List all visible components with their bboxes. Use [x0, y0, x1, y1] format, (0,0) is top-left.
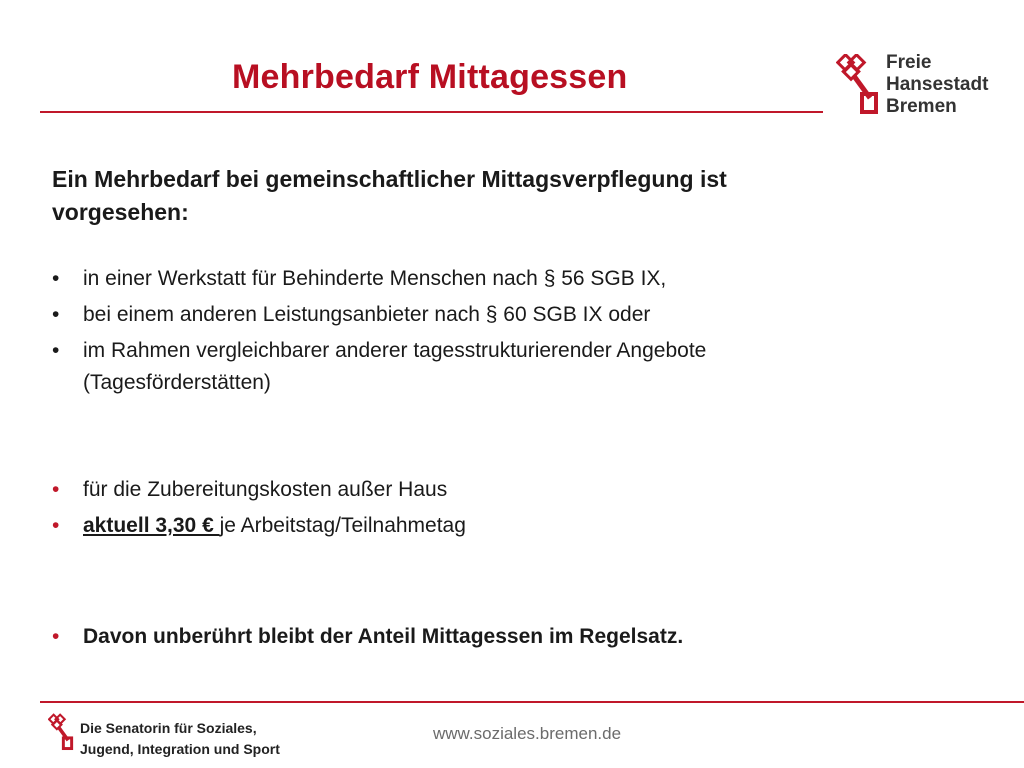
- footer-divider: [40, 701, 1024, 703]
- list-item-text: im Rahmen vergleichbarer anderer tagesstrukturierender Angebote: [83, 339, 707, 362]
- title-divider: [40, 111, 823, 113]
- footer-organization: [80, 718, 280, 760]
- bullet-icon: •: [52, 303, 60, 326]
- logo-line: Freie: [886, 52, 932, 73]
- list-item-text-continued: (Tagesförderstätten): [83, 371, 271, 394]
- rate-unit: je Arbeitstag/Teilnahmetag: [219, 514, 466, 537]
- bremen-key-icon: [836, 54, 880, 114]
- list-item-text: Davon unberührt bleibt der Anteil Mittagessen im Regelsatz.: [83, 625, 684, 648]
- list-item-text: bei einem anderen Leistungsanbieter nach § 60 SGB IX oder: [83, 303, 651, 326]
- bullet-list-note: [52, 621, 683, 653]
- bullet-icon: •: [52, 514, 60, 537]
- footer-website: www.soziales.bremen.de: [433, 724, 622, 743]
- bullet-icon: •: [52, 625, 60, 648]
- logo-wordmark: [886, 52, 988, 118]
- list-item: [52, 474, 466, 506]
- logo-line: Hansestadt: [886, 74, 989, 95]
- bullet-list-costs: [52, 474, 466, 546]
- list-item-text: in einer Werkstatt für Behinderte Menschen nach § 56 SGB IX,: [83, 267, 667, 290]
- list-item: [52, 335, 706, 399]
- bullet-icon: •: [52, 339, 60, 362]
- bullet-icon: •: [52, 478, 60, 501]
- list-item: [52, 621, 683, 653]
- bullet-list-facilities: [52, 263, 706, 399]
- footer-org-line: Jugend, Integration und Sport: [80, 741, 280, 757]
- page-title: Mehrbedarf Mittagessen: [232, 58, 628, 96]
- intro-text: Ein Mehrbedarf bei gemeinschaftlicher Mittagsverpflegung ist vorgesehen:: [52, 166, 727, 225]
- list-item: [52, 263, 706, 295]
- list-item: [52, 510, 466, 542]
- logo-line: Bremen: [886, 96, 957, 117]
- bullet-icon: •: [52, 267, 60, 290]
- list-item: [52, 299, 706, 331]
- footer-org-line: Die Senatorin für Soziales,: [80, 720, 257, 736]
- rate-amount: aktuell 3,30 €: [83, 514, 220, 537]
- list-item-text: für die Zubereitungskosten außer Haus: [83, 478, 448, 501]
- bremen-key-icon: [48, 713, 74, 751]
